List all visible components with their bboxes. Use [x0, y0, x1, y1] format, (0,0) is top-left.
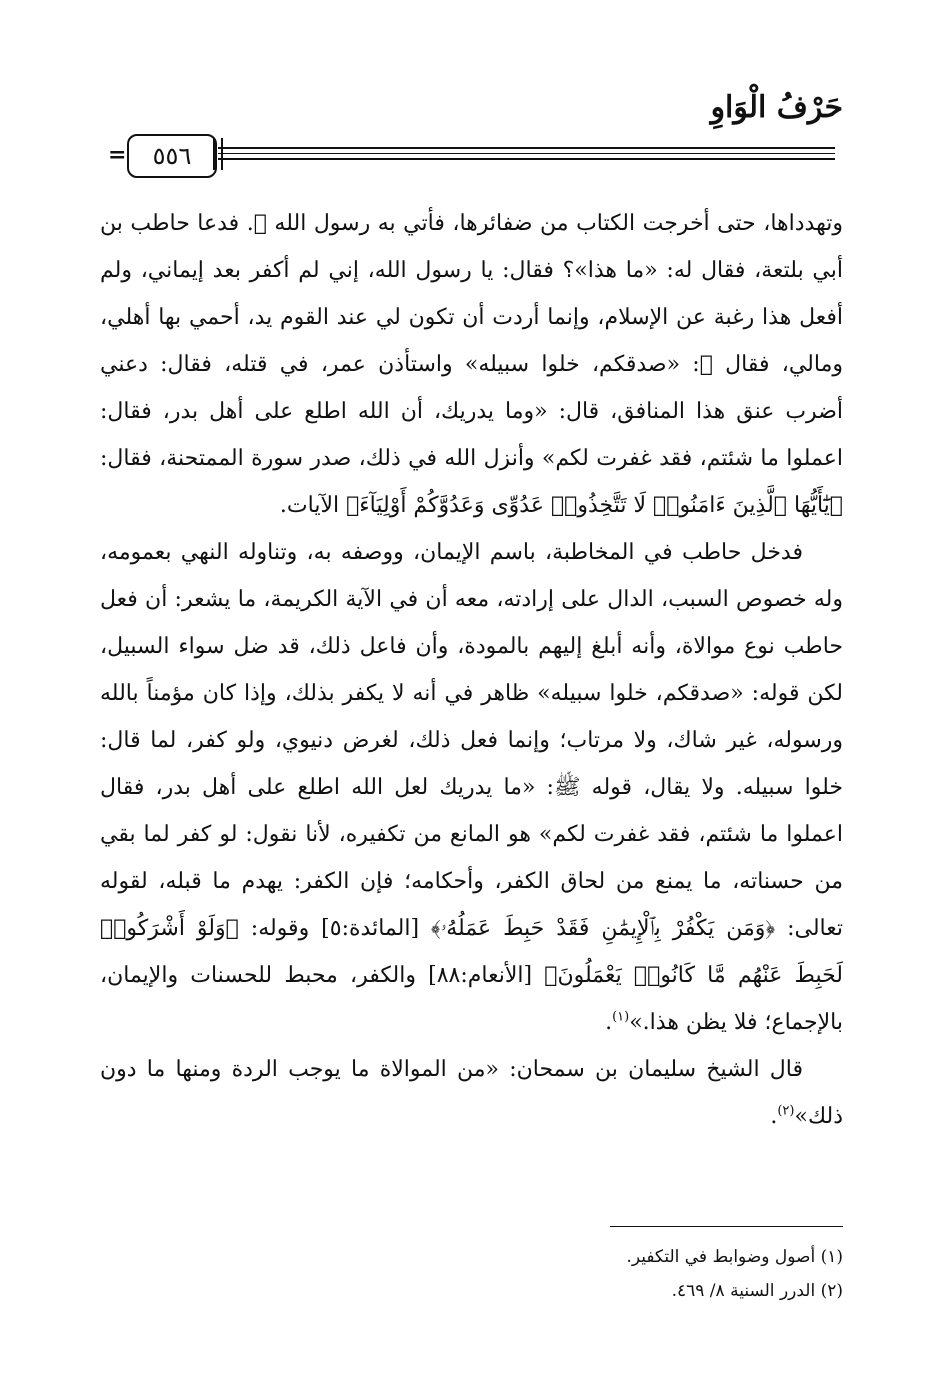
footnote-marker: (١) — [612, 1009, 630, 1025]
body-text — [100, 200, 843, 1140]
header-rule — [218, 147, 835, 161]
footnote: (٢) الدرر السنية ٨/ ٤٦٩. — [671, 1281, 843, 1301]
footnote-rule — [610, 1226, 843, 1227]
footnotes — [200, 1240, 843, 1308]
footnote: (١) أصول وضوابط في التكفير. — [626, 1247, 843, 1267]
page-number: ٥٥٦ — [127, 134, 217, 178]
paragraph — [100, 200, 843, 529]
chapter-title: حَرْفُ الْوَاوِ — [710, 90, 843, 125]
footnote-marker: (٢) — [777, 1103, 795, 1119]
paragraph-text: فدخل حاطب في المخاطبة، باسم الإيمان، ووصفه به، وتناوله النهي بعمومه، وله خصوص السبب، الدال على إرادته، معه أن في الآية الكريمة، ما يشعر: أن فعل حاطب نوع موالاة، وأنه أبلغ إليهم بالمودة، وأن فاعل ذلك، قد ضل سواء السبيل، لكن قوله: «صدقكم، خلوا سبيله» ظاهر في أنه لا يكفر بذلك، وإذا كان مؤمناً بالله ورسوله، غير شاك، ولا مرتاب؛ وإنما فعل ذلك، لغرض دنيوي، ولو كفر، لما قال: خلوا سبيله. ولا يقال، قوله ﷺ: «ما يدريك لعل الله اطلع على أهل بدر، فقال اعملوا ما شئتم، فقد غفرت لكم» هو المانع من تكفيره، لأنا نقول: لو كفر لما بقي من حسناته، ما يمنع من لحاق الكفر، وأحكامه؛ فإن الكفر: يهدم ما قبله، لقوله تعالى: ﴿وَمَن يَكْفُرْ بِٱلْإِيمَٰنِ فَقَدْ حَبِطَ عَمَلُهُۥ﴾ [المائدة:٥] وقوله: ﴿وَلَوْ أَشْرَكُوا۟ لَحَبِطَ عَنْهُم مَّا كَانُوا۟ يَعْمَلُونَ﴾ [الأنعام:٨٨] والكفر، محبط للحسنات والإيمان، بالإجماع؛ فلا يظن هذا.» — [100, 540, 843, 1035]
paragraph-text: وتهدداها، حتى أخرجت الكتاب من ضفائرها، فأتي به رسول الله ﷺ. فدعا حاطب بن أبي بلتعة، فقال له: «ما هذا»؟ فقال: يا رسول الله، إني لم أكفر بعد إيماني، ولم أفعل هذا رغبة عن الإسلام، وإنما أردت أن تكون لي عند القوم يد، أحمي بها أهلي، ومالي، فقال ﷺ: «صدقكم، خلوا سبيله» واستأذن عمر، في قتله، فقال: دعني أضرب عنق هذا المنافق، قال: «وما يدريك، أن الله اطلع على أهل بدر، فقال: اعملوا ما شئتم، فقد غفرت لكم» وأنزل الله في ذلك، صدر سورة الممتحنة، فقال: ﴿يَٰٓأَيُّهَا ٱلَّذِينَ ءَامَنُوا۟ لَا تَتَّخِذُوا۟ عَدُوِّى وَعَدُوَّكُمْ أَوْلِيَآءَ﴾ الآيات. — [100, 211, 843, 518]
paragraph: قال الشيخ سليمان بن سمحان: «من الموالاة ما يوجب الردة ومنها ما دون ذلك»$^{(٢)}$. — [100, 1057, 843, 1129]
paragraph-text: قال الشيخ سليمان بن سمحان: «من الموالاة ما يوجب الردة ومنها ما دون ذلك» — [100, 1057, 843, 1129]
paragraph: فدخل حاطب في المخاطبة، باسم الإيمان، ووصفه به، وتناوله النهي بعمومه، وله خصوص السبب، الدال على إرادته، معه أن في الآية الكريمة، ما يشعر: أن فعل حاطب نوع موالاة، وأنه أبلغ إليهم بالمودة، وأن فاعل ذلك، قد ضل سواء السبيل، لكن قوله: «صدقكم، خلوا سبيله» ظاهر في أنه لا يكفر بذلك، وإذا كان مؤمناً بالله ورسوله، غير شاك، ولا مرتاب؛ وإنما فعل ذلك، لغرض دنيوي، ولو كفر، لما قال: خلوا سبيله. ولا يقال، قوله ﷺ: «ما يدريك لعل الله اطلع على أهل بدر، فقال اعملوا ما شئتم، فقد غفرت لكم» هو المانع من تكفيره، لأنا نقول: لو كفر لما بقي من حسناته، ما يمنع من لحاق الكفر، وأحكامه؛ فإن الكفر: يهدم ما قبله، لقوله تعالى: ﴿وَمَن يَكْفُرْ بِٱلْإِيمَٰنِ فَقَدْ حَبِطَ عَمَلُهُۥ﴾ [المائدة:٥] وقوله: ﴿وَلَوْ أَشْرَكُوا۟ لَحَبِطَ عَنْهُم مَّا كَانُوا۟ يَعْمَلُونَ﴾ [الأنعام:٨٨] والكفر، محبط للحسنات والإيمان، بالإجماع؛ فلا يظن هذا.»$^{(١)}$. — [100, 540, 843, 1035]
header-dash: = — [108, 142, 127, 168]
